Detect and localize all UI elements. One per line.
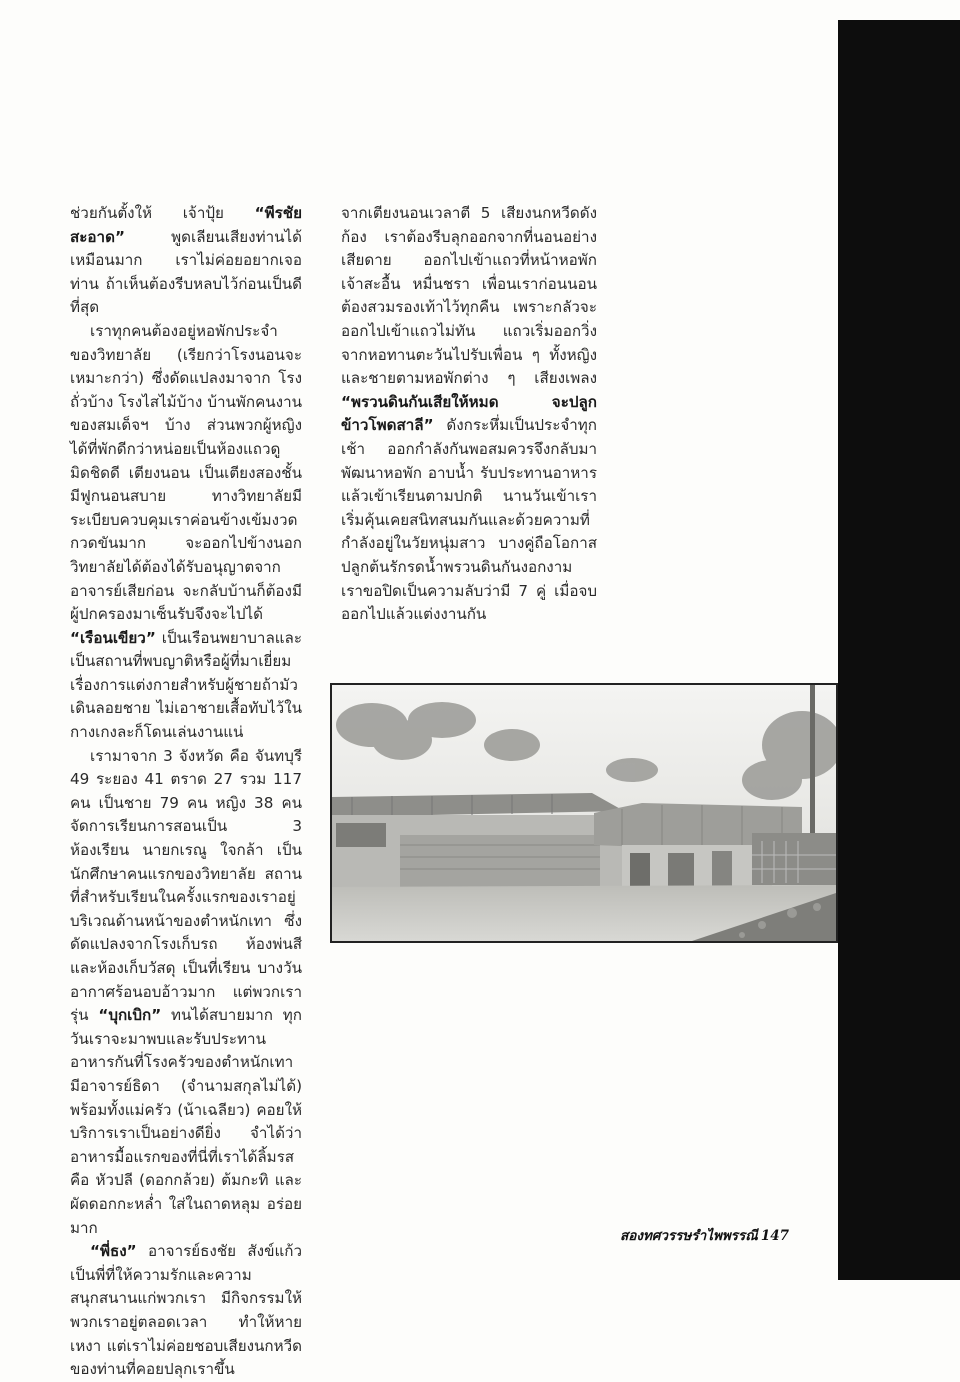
right-text-column bbox=[341, 202, 597, 627]
side-bar-top-gap bbox=[838, 0, 960, 20]
right-paragraph-1 bbox=[341, 202, 597, 627]
text-run: อาจารย์ธงชัย สังข์แก้ว เป็นพี่ที่ให้ความรักและความสนุกสนานแก่พวกเรา มีกิจกรรมให้พวกเราอยู่ตลอดเวลา ทำให้หายเหงา แต่เราไม่ค่อยชอบเสียงนกหวีดของท่านที่คอยปลุกเราขึ้น bbox=[70, 1242, 302, 1379]
text-run: จากเตียงนอนเวลาตี 5 เสียงนกหวีดดังก้อง เราต้องรีบลุกออกจากที่นอนอย่างเสียดาย ออกไปเข้าแถวที่หน้าหอพัก เจ้าสะอื้น หมื่นชรา เพื่อนเราก่อนนอนต้องสวมรองเท้าไว้ทุกคืน เพราะกลัวจะออกไปเข้าแถวไม่ทัน แถวเริ่มออกวิ่งจากหอทานตะวันไปรับเพื่อน ๆ ทั้งหญิงและชายตามหอพักต่าง ๆ เสียงเพลง bbox=[341, 204, 597, 388]
text-run: ช่วยกันตั้งให้ เจ้าปุ้ย bbox=[70, 204, 224, 222]
left-paragraph-3 bbox=[70, 745, 302, 1240]
left-text-column bbox=[70, 202, 302, 1382]
text-run: ดังกระหึ่มเป็นประจำทุกเช้า ออกกำลังกันพอสมควรจึงกลับมาพัฒนาหอพัก อาบน้ำ รับประทานอาหารแล้วเข้าเรียนตามปกติ นานวันเข้าเราเริ่มคุ้นเคยสนิทสนมกันและด้วยความที่กำลังอยู่ในวัยหนุ่มสาว บางคู่ถือโอกาสปลูกต้นรักรดน้ำพรวนดินกันงอกงาม เราขอปิดเป็นความลับว่ามี 7 คู่ เมื่อจบออกไปแล้วแต่งงานกัน bbox=[341, 416, 597, 624]
text-run: เป็นเรือนพยาบาลและเป็นสถานที่พบญาติหรือผู้ที่มาเยี่ยม เรื่องการแต่งกายสำหรับผู้ชายถ้ามัวเดินลอยชาย ไม่เอาชายเสื้อทับไว้ในกางเกงละก็โดนเล่นงานแน่ bbox=[70, 628, 302, 742]
text-run: เรามาจาก 3 จังหวัด คือ จันทบุรี 49 ระยอง 41 ตราด 27 รวม 117 คน เป็นชาย 79 คน หญิง 38 คน จัดการเรียนการสอนเป็น 3 ห้องเรียน นายกเรณู ใจกล้า เป็นนักศึกษาคนแรกของวิทยาลัย สถานที่สำหรับเรียนในครั้งแรกของเราอยู่บริเวณด้านหน้าของตำหนักเทา ซึ่งดัดแปลงจากโรงเก็บรถ ห้องพ่นสี และห้องเก็บวัสดุ เป็นที่เรียน บางวันอากาศร้อนอบอ้าวมาก แต่พวกเรารุ่น bbox=[70, 746, 302, 1025]
building-photo bbox=[330, 683, 838, 943]
bold-name-phi-thong: “พี่ธง” bbox=[90, 1242, 137, 1261]
footer-title: สองทศวรรษรำไพพรรณี bbox=[620, 1228, 758, 1244]
text-run: เราทุกคนต้องอยู่หอพักประจำของวิทยาลัย (เรียกว่าโรงนอนจะเหมาะกว่า) ซึ่งดัดแปลงมาจาก โรงถั่วบ้าง โรงไสไม้บ้าง บ้านพักคนงานของสมเด็จฯ บ้าง ส่วนพวกผู้หญิงได้ที่พักดีกว่าหน่อยเป็นห้องแถวดูมิดชิดดี เตียงนอน เป็นเตียงสองชั้น มีฟูกนอนสบาย ทางวิทยาลัยมีระเบียบควบคุมเราค่อนข้างเข้มงวดกวดขันมาก จะออกไปข้างนอกวิทยาลัยได้ต้องได้รับอนุญาตจากอาจารย์เสียก่อน จะกลับบ้านก็ต้องมีผู้ปกครองมาเซ็นรับจึงจะไปได้ bbox=[70, 321, 302, 624]
bold-name-bukboek: “บุกเบิก” bbox=[98, 1006, 162, 1025]
black-side-bar bbox=[838, 0, 960, 1280]
text-run: พูดเลียนเสียงท่านได้เหมือนมาก เราไม่ค่อยอยากเจอท่าน ถ้าเห็นต้องรีบหลบไว้ก่อนเป็นดีที่สุด bbox=[70, 227, 302, 317]
text-run: ทนได้สบายมาก ทุกวันเราจะมาพบและรับประทานอาหารกันที่โรงครัวของตำหนักเทามีอาจารย์ธิดา (จำนามสกุลไม่ได้) พร้อมทั้งแม่ครัว (น้าเฉลียว) คอยให้บริการเราเป็นอย่างดียิ่ง จำได้ว่าอาหารมื้อแรกของที่นี่ที่เราได้ลิ้มรสคือ หัวปลี (ดอกกล้วย) ต้มกะทิ และผัดดอกกะหล่ำ ใส่ในถาดหลุม อร่อยมาก bbox=[70, 1006, 302, 1237]
page-number: 147 bbox=[760, 1228, 790, 1244]
building-photo-illustration bbox=[332, 685, 836, 941]
left-paragraph-4 bbox=[70, 1240, 302, 1382]
left-paragraph-1 bbox=[70, 202, 302, 320]
bold-song-lyric: “พรวนดินกันเสียให้หมด จะปลูกข้าวโพดสาลี” bbox=[341, 392, 597, 435]
page-footer bbox=[620, 1224, 890, 1246]
bold-name-peerachai: “พีรชัย สะอาด” bbox=[70, 204, 302, 246]
left-paragraph-2 bbox=[70, 320, 302, 745]
bold-name-ruean-khiao: “เรือนเขียว” bbox=[70, 628, 156, 647]
